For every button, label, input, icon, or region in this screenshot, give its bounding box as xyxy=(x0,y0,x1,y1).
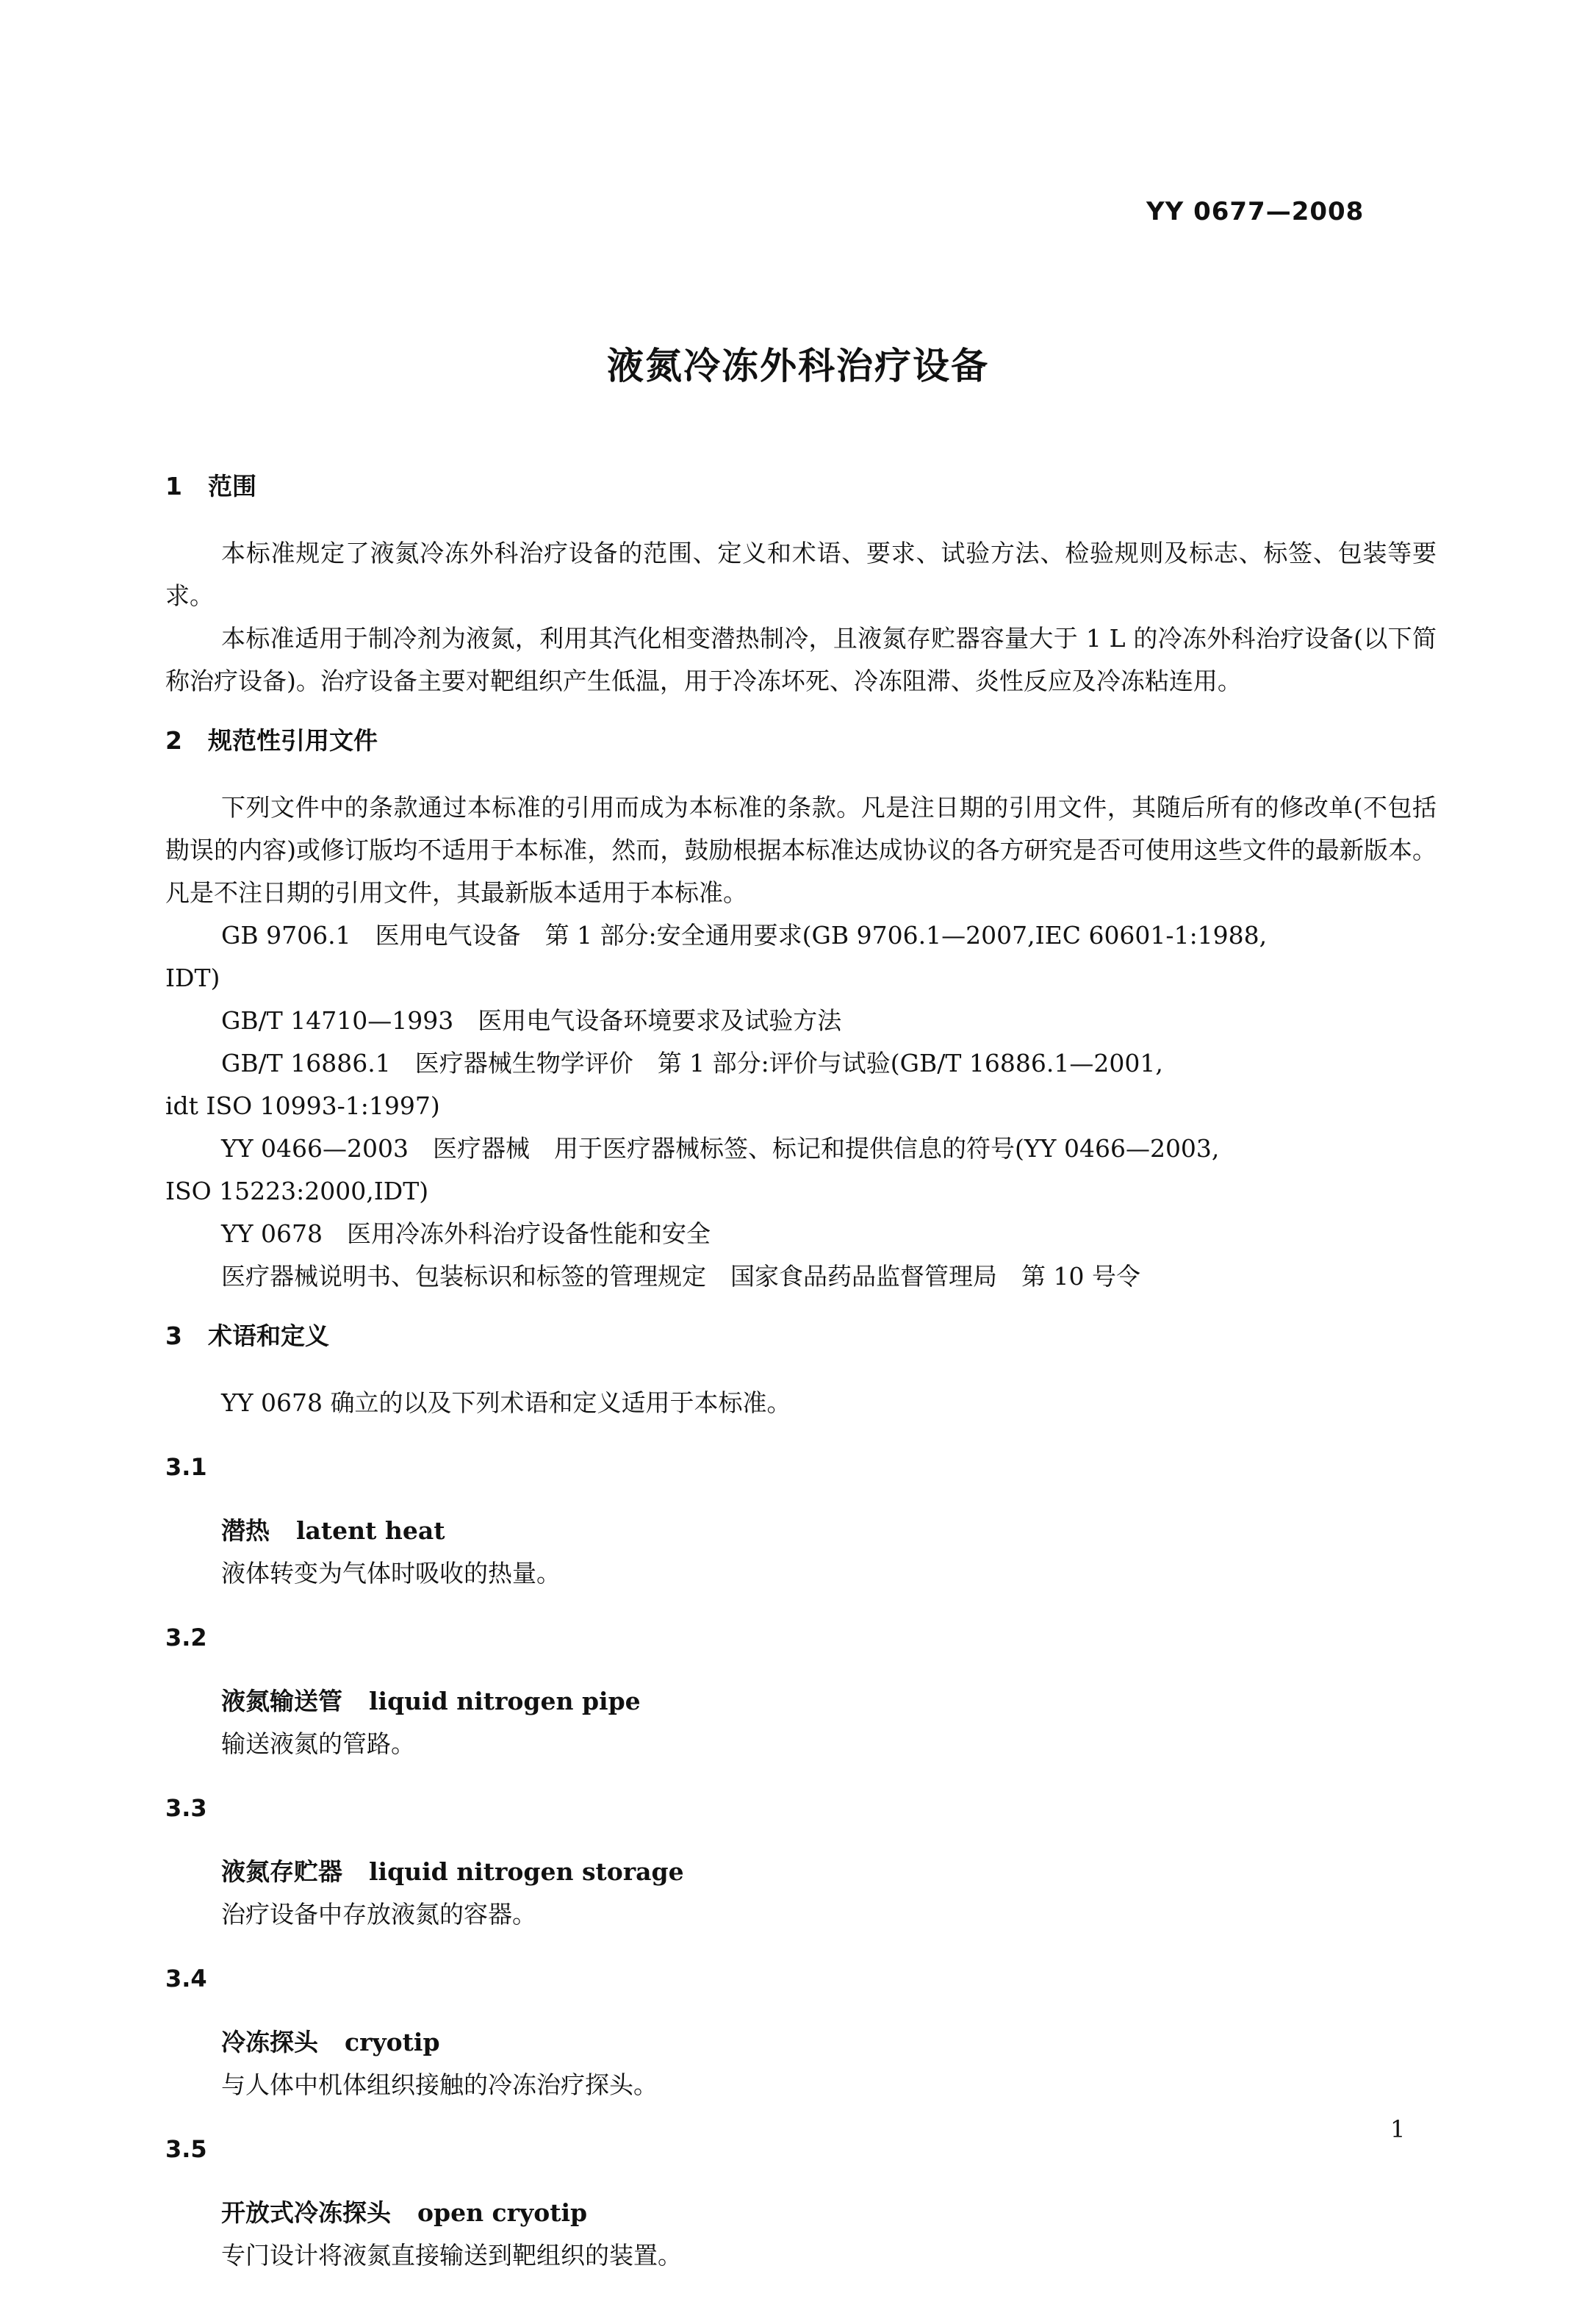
document-body xyxy=(165,463,1437,2277)
term-entry xyxy=(165,1936,1437,2106)
section-title: 规范性引用文件 xyxy=(208,726,378,755)
reference-text: YY 0466—2003 医疗器械 用于医疗器械标签、标记和提供信息的符号(YY 0466—2003, xyxy=(221,1134,1220,1163)
reference-text-cont: idt ISO 10993-1:1997) xyxy=(165,1091,440,1120)
term-name xyxy=(165,2021,1437,2064)
term-number: 3.2 xyxy=(165,1624,207,1651)
term-name xyxy=(165,1510,1437,1552)
section-scope xyxy=(165,463,1437,703)
reference-text: YY 0678 医用冷冻外科治疗设备性能和安全 xyxy=(221,1219,711,1248)
reference-text: 医疗器械说明书、包装标识和标签的管理规定 国家食品药品监督管理局 第 10 号令 xyxy=(221,1262,1140,1291)
term-zh: 冷冻探头 xyxy=(221,2028,318,2056)
term-zh: 液氮存贮器 xyxy=(221,1857,342,1886)
section-heading xyxy=(165,717,1437,764)
term-definition: 专门设计将液氮直接输送到靶组织的装置。 xyxy=(221,2241,682,2270)
section-title: 术语和定义 xyxy=(208,1321,329,1350)
term-name xyxy=(165,1851,1437,1893)
reference-item xyxy=(165,1127,1437,1213)
term-number: 3.1 xyxy=(165,1453,207,1481)
term-zh: 潜热 xyxy=(221,1516,270,1545)
term-entry xyxy=(165,1765,1437,1936)
standard-code: YY 0677—2008 xyxy=(1146,197,1365,226)
term-en: cryotip xyxy=(345,2028,440,2056)
document-title: 液氮冷冻外科治疗设备 xyxy=(607,345,989,387)
page-number: 1 xyxy=(1390,2115,1406,2143)
paragraph: 本标准规定了液氮冷冻外科治疗设备的范围、定义和术语、要求、试验方法、检验规则及标志、标签、包装等要求。 xyxy=(165,539,1437,610)
reference-text: GB/T 14710—1993 医用电气设备环境要求及试验方法 xyxy=(221,1006,842,1035)
reference-text-cont: ISO 15223:2000,IDT) xyxy=(165,1177,429,1205)
term-name xyxy=(165,2192,1437,2234)
term-zh: 开放式冷冻探头 xyxy=(221,2198,391,2227)
reference-text-cont: IDT) xyxy=(165,964,220,992)
section-number: 1 xyxy=(165,472,182,501)
paragraph: 本标准适用于制冷剂为液氮，利用其汽化相变潜热制冷，且液氮存贮器容量大于 1 L 的冷冻外科治疗设备(以下简称治疗设备)。治疗设备主要对靶组织产生低温，用于冷冻坏死、冷冻阻滞、炎性反应及冷冻粘连用。 xyxy=(165,624,1437,695)
term-number: 3.5 xyxy=(165,2135,207,2163)
paragraph: YY 0678 确立的以及下列术语和定义适用于本标准。 xyxy=(221,1388,791,1417)
section-heading xyxy=(165,463,1437,510)
term-definition: 输送液氮的管路。 xyxy=(221,1729,415,1758)
term-en: open cryotip xyxy=(417,2198,588,2227)
term-name xyxy=(165,1680,1437,1723)
reference-item xyxy=(165,1042,1437,1127)
term-number: 3.3 xyxy=(165,1794,207,1822)
term-entry xyxy=(165,1424,1437,1595)
term-en: liquid nitrogen pipe xyxy=(369,1687,641,1715)
section-terms-definitions xyxy=(165,1313,1437,2277)
section-title: 范围 xyxy=(208,472,256,501)
reference-text: GB/T 16886.1 医疗器械生物学评价 第 1 部分:评价与试验(GB/T 16886.1—2001, xyxy=(221,1049,1163,1077)
term-en: liquid nitrogen storage xyxy=(369,1857,684,1886)
section-number: 2 xyxy=(165,726,182,755)
term-en: latent heat xyxy=(296,1516,445,1545)
term-entry xyxy=(165,2106,1437,2277)
paragraph: 下列文件中的条款通过本标准的引用而成为本标准的条款。凡是注日期的引用文件，其随后所有的修改单(不包括勘误的内容)或修订版均不适用于本标准，然而，鼓励根据本标准达成协议的各方研究是否可使用这些文件的最新版本。凡是不注日期的引用文件，其最新版本适用于本标准。 xyxy=(165,793,1437,907)
term-entry xyxy=(165,1595,1437,1765)
reference-item xyxy=(165,1000,1437,1042)
term-definition: 治疗设备中存放液氮的容器。 xyxy=(221,1900,536,1929)
section-normative-references xyxy=(165,717,1437,1298)
reference-text: GB 9706.1 医用电气设备 第 1 部分:安全通用要求(GB 9706.1—2007,IEC 60601-1:1988, xyxy=(221,921,1268,950)
term-definition: 与人体中机体组织接触的冷冻治疗探头。 xyxy=(221,2070,658,2099)
section-number: 3 xyxy=(165,1321,182,1350)
term-definition: 液体转变为气体时吸收的热量。 xyxy=(221,1559,561,1588)
term-number: 3.4 xyxy=(165,1965,207,1993)
reference-item xyxy=(165,1255,1437,1298)
term-zh: 液氮输送管 xyxy=(221,1687,342,1715)
reference-item xyxy=(165,914,1437,1000)
reference-item xyxy=(165,1213,1437,1255)
section-heading xyxy=(165,1313,1437,1360)
